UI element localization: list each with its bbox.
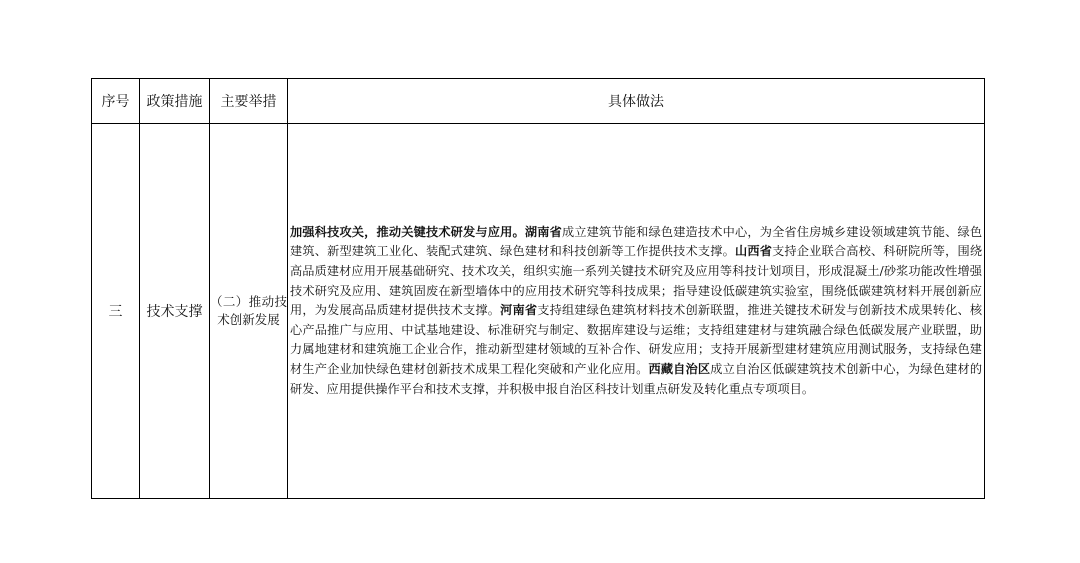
detail-province-xizang: 西藏自治区 xyxy=(648,361,711,376)
cell-policy: 技术支撑 xyxy=(140,124,210,499)
detail-hunan-text: 成立建筑节能和绿色建造技术中心，为全省住房城乡建设领域建筑节能、绿色建筑、新型建筑工业化、装配式建筑、绿色建材和科技创新等工作提供技术支撑。 xyxy=(290,224,983,259)
detail-shanxi-text: 支持企业联合高校、科研院所等，围绕高品质建材应用开展基础研究、技术攻关，组织实施一系列关键技术研究及应用等科技计划项目，形成混凝土/砂浆功能改性增强技术研究及应用、建筑固废在新型墙体中的应用技术研究等科技成果；指导建设低碳建筑实验室，围绕低碳建筑材料开展创新应用，为发展高品质建材提供技术支撑。 xyxy=(290,244,983,318)
detail-lead: 加强科技攻关，推动关键技术研发与应用。 xyxy=(290,224,525,239)
policy-table xyxy=(91,78,985,499)
detail-province-henan: 河南省 xyxy=(500,303,538,318)
cell-measure: （二）推动技术创新发展 xyxy=(210,124,288,499)
cell-seq: 三 xyxy=(92,124,140,499)
detail-province-shanxi: 山西省 xyxy=(734,244,773,259)
header-policy: 政策措施 xyxy=(140,79,210,124)
detail-province-hunan: 湖南省 xyxy=(524,224,562,239)
header-measure: 主要举措 xyxy=(210,79,288,124)
table-row xyxy=(92,124,985,499)
detail-henan-text: 支持组建绿色建筑材料技术创新联盟，推进关键技术研发与创新技术成果转化、核心产品推广与应用、中试基地建设、标准研究与制定、数据库建设与运维；支持组建建材与建筑融合绿色低碳发展产业联盟，助力属地建材和建筑施工企业合作，推动新型建材领域的互补合作、研发应用；支持开展新型建材建筑应用测试服务，支持绿色建材生产企业加快绿色建材创新技术成果工程化突破和产业化应用。 xyxy=(290,303,983,376)
table-header-row xyxy=(92,79,985,124)
detail-xizang-text: 成立自治区低碳建筑技术创新中心，为绿色建材的研发、应用提供操作平台和技术支撑，并积极申报自治区科技计划重点研发及转化重点专项项目。 xyxy=(290,361,983,396)
header-detail: 具体做法 xyxy=(288,79,985,124)
header-seq: 序号 xyxy=(92,79,140,124)
detail-text xyxy=(288,223,984,399)
cell-detail xyxy=(288,124,985,499)
